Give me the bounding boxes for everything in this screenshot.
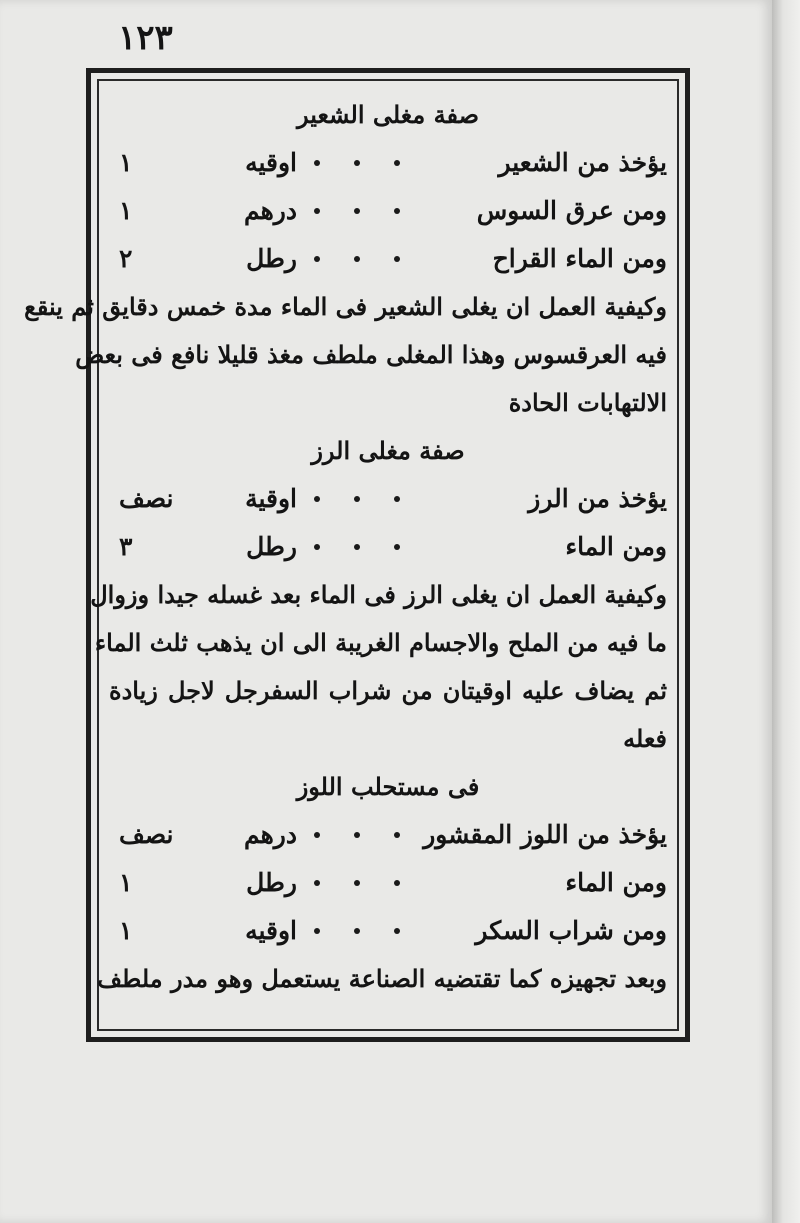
- ingredient-unit: رطل: [246, 244, 297, 273]
- leader-dot: [314, 256, 320, 262]
- leader-dot: [394, 496, 400, 502]
- ingredient-measure: [109, 235, 297, 283]
- method-line: فيه العرقسوس وهذا المغلى ملطف مغذ قليلا نافع فى بعض: [75, 340, 667, 369]
- method-line: فعله: [623, 724, 667, 753]
- ingredient-measure: [109, 907, 297, 955]
- leader-dot: [354, 256, 360, 262]
- leader-dots: [297, 523, 417, 571]
- leader-dot: [314, 928, 320, 934]
- method-line: ما فيه من الملح والاجسام الغريبة الى ان يذهب ثلث الماء: [94, 628, 667, 657]
- leader-dots: [297, 235, 417, 283]
- leader-dot: [354, 496, 360, 502]
- leader-dot: [394, 928, 400, 934]
- leader-dot: [354, 160, 360, 166]
- leader-dots: [297, 475, 417, 523]
- ingredient-measure: [109, 475, 297, 523]
- leader-dot: [314, 880, 320, 886]
- leader-dot: [314, 544, 320, 550]
- leader-dots: [297, 139, 417, 187]
- leader-dot: [394, 544, 400, 550]
- ingredient-measure: [109, 139, 297, 187]
- next-page-edge: [772, 0, 800, 1223]
- text-frame: [24, 68, 690, 1042]
- leader-dot: [394, 832, 400, 838]
- ingredient-name: ومن الماء القراح: [492, 244, 667, 273]
- leader-dots: [297, 907, 417, 955]
- ingredient-quantity: ١: [119, 916, 133, 945]
- leader-dot: [394, 208, 400, 214]
- method-line: ثم يضاف عليه اوقيتان من شراب السفرجل لاجل زيادة: [109, 676, 667, 705]
- ingredient-name: يؤخذ من الشعير: [498, 148, 667, 177]
- ingredient-unit: رطل: [246, 868, 297, 897]
- ingredient-unit: اوقية: [245, 484, 297, 513]
- ingredient-row: [109, 859, 667, 907]
- leader-dots: [297, 187, 417, 235]
- method-line: وكيفية العمل ان يغلى الرز فى الماء بعد غسله جيدا وزوال: [90, 580, 667, 609]
- leader-dot: [354, 544, 360, 550]
- leader-dot: [314, 832, 320, 838]
- ingredient-quantity: نصف: [119, 484, 174, 513]
- ingredient-row: [109, 475, 667, 523]
- ingredient-row: [109, 187, 667, 235]
- section-heading: فى مستحلب اللوز: [296, 772, 480, 801]
- leader-dot: [354, 880, 360, 886]
- ingredient-name: يؤخذ من الرز: [528, 484, 667, 513]
- method-line: وبعد تجهيزه كما تقتضيه الصناعة يستعمل وهو مدر ملطف: [97, 964, 667, 993]
- section-heading: صفة مغلى الشعير: [297, 100, 479, 129]
- ingredient-name: ومن الماء: [565, 868, 667, 897]
- ingredient-quantity: نصف: [119, 820, 174, 849]
- ingredient-measure: [109, 523, 297, 571]
- ingredient-unit: اوقيه: [245, 148, 297, 177]
- leader-dot: [314, 208, 320, 214]
- ingredient-measure: [109, 859, 297, 907]
- ingredient-quantity: ١: [119, 868, 133, 897]
- ingredient-measure: [109, 811, 297, 859]
- ingredient-unit: اوقيه: [245, 916, 297, 945]
- recipe-text: [24, 91, 667, 1003]
- leader-dot: [314, 160, 320, 166]
- leader-dot: [394, 160, 400, 166]
- text-frame-inner: [24, 79, 679, 1031]
- ingredient-name: ومن عرق السوس: [476, 196, 667, 225]
- leader-dots: [297, 859, 417, 907]
- section-heading: صفة مغلى الرز: [311, 436, 465, 465]
- method-line: وكيفية العمل ان يغلى الشعير فى الماء مدة خمس دقايق ثم ينقع: [24, 292, 667, 321]
- ingredient-unit: درهم: [243, 196, 297, 225]
- ingredient-name: ومن الماء: [565, 532, 667, 561]
- leader-dot: [354, 208, 360, 214]
- ingredient-quantity: ١: [119, 148, 133, 177]
- leader-dot: [394, 880, 400, 886]
- ingredient-name: يؤخذ من اللوز المقشور: [423, 820, 667, 849]
- ingredient-quantity: ٣: [119, 532, 133, 561]
- ingredient-row: [109, 907, 667, 955]
- method-line: الالتهابات الحادة: [508, 388, 667, 417]
- ingredient-quantity: ١: [119, 196, 133, 225]
- leader-dot: [354, 928, 360, 934]
- ingredient-row: [109, 139, 667, 187]
- leader-dot: [354, 832, 360, 838]
- ingredient-row: [109, 523, 667, 571]
- page-number: ١٢٣: [118, 18, 173, 58]
- ingredient-unit: رطل: [246, 532, 297, 561]
- leader-dot: [394, 256, 400, 262]
- ingredient-quantity: ٢: [119, 244, 133, 273]
- ingredient-unit: درهم: [243, 820, 297, 849]
- leader-dots: [297, 811, 417, 859]
- ingredient-row: [109, 235, 667, 283]
- leader-dot: [314, 496, 320, 502]
- ingredient-name: ومن شراب السكر: [475, 916, 667, 945]
- ingredient-measure: [109, 187, 297, 235]
- ingredient-row: [109, 811, 667, 859]
